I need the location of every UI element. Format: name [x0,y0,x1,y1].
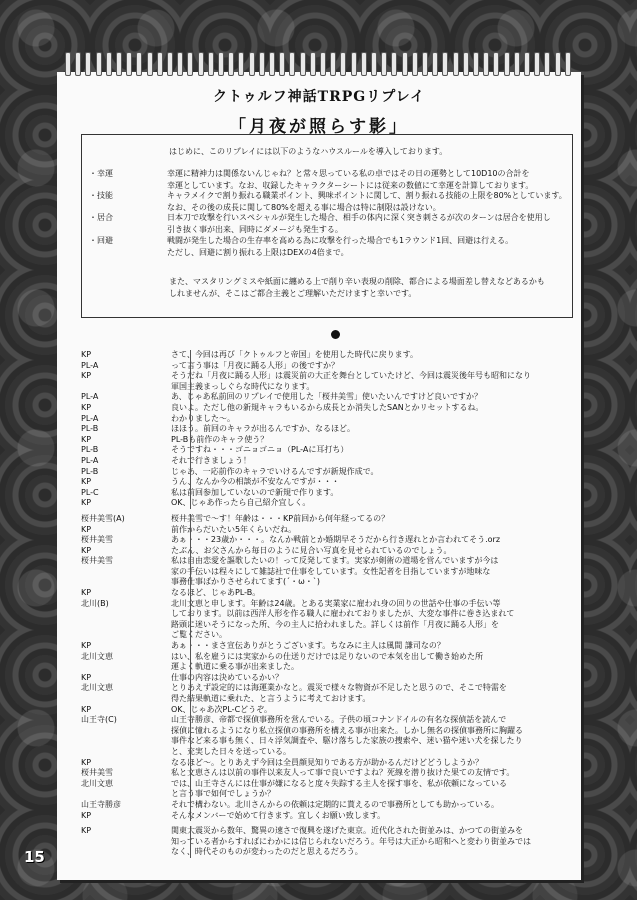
dialogue-text: しております。以前は西洋人形を作る職人に雇われておりましたが、大変な事件に巻き込まれて [171,609,515,619]
spiral-ring [300,52,306,76]
dialogue-text: 運よく軌道に乗る事が出来ました。 [171,662,299,672]
dialogue-text: と言う事で如何でしょうか？ [171,789,275,799]
dialogue-line [81,758,571,769]
section-bullet [331,330,340,339]
dialogue-line [81,826,571,837]
replay-script [81,350,571,863]
dialogue-line [81,736,571,747]
speaker-name [81,620,171,631]
dialogue-line [81,837,571,848]
house-rules-outro [169,276,569,300]
speaker-name [81,736,171,747]
speaker-name: KP [81,545,92,555]
house-rule-key: ・居合 [89,213,113,222]
house-rule-text [167,212,569,235]
speaker-name [81,789,171,800]
spiral-ring [371,52,377,76]
dialogue-text: 良いよ。ただし他の新規キャラもいるから成長とか消失したSANとかリセットするね。 [171,402,484,412]
dialogue-text: 探偵に憧れるようになり私立探偵の事務所を構える事が出来た。しかし無名の探偵事務所に胸躍る [171,725,523,735]
dialogue-text: 知っている者からすればにわかには信じられないだろう。年号は大正から昭和へと変わり街並みでは [171,836,531,846]
spiral-ring [238,52,244,76]
dialogue-text: 私は自由恋愛を謳歌したいの！って反発してます。実家が剣術の道場を営んでいますが今は [171,556,499,566]
spiral-ring [432,52,438,76]
spiral-ring [279,52,285,76]
speaker-name [81,567,171,578]
dialogue-line [81,779,571,790]
dialogue-line [81,556,571,567]
speaker-name: 北川文恵 [81,778,113,788]
dialogue-text: 私と文恵さんは以前の事件以来友人って事で良いですよね？死線を潜り抜けた果ての友情です。 [171,768,515,778]
speaker-name [81,609,171,620]
dialogue-text: あぁ・・・まさ宣伝ありがとうございます。ちなみに主人は風間 謙司なの？ [171,641,445,651]
speaker-name: KP [81,810,92,820]
dialogue-text: わかりました～。 [171,413,235,423]
spiral-ring [289,52,295,76]
dialogue-text: 路頭に迷いそうになった所、今の主人に拾われました。詳しくは前作「月夜に踊る人形」を [171,619,499,629]
dialogue-text: うん、なんか今の相談が不安なんですが・・・ [171,477,340,487]
dialogue-text: 前作からだいたい5年くらいだね。 [171,524,297,534]
dialogue-line [81,847,571,858]
speaker-name: KP [81,477,92,487]
dialogue-text: って言う事は「月夜に踊る人形」の後ですか？ [171,360,339,370]
outro-line: また、マスタリングミスや紙面に纏める上で削り辛い表現の削除、都合による場面差し替えなどあるかも [169,277,545,286]
spiral-binding [57,52,581,74]
spiral-ring [463,52,469,76]
dialogue-line [81,498,571,509]
dialogue-line [81,514,571,525]
dialogue-line [81,371,571,382]
dialogue-line [81,361,571,372]
spiral-ring [228,52,234,76]
speaker-divider [190,514,191,821]
speaker-name: 山王寺(C) [81,715,117,725]
speaker-name: 北川文恵 [81,651,113,661]
speaker-name: KP [81,524,92,534]
spiral-ring [116,52,122,76]
spiral-ring [514,52,520,76]
spiral-ring [126,52,132,76]
dialogue-text: そうだね「月夜に踊る人形」は震災前の大正を舞台としていたけど、今回は震災後年号も昭和になり [171,371,531,381]
house-rule-key: ・幸運 [89,169,113,178]
house-rule-key: ・技能 [89,191,113,200]
dialogue-text: 山王寺勝彦、帝都で探偵事務所を営んでいる。子供の頃コナンドイルの有名な探偵話を読んで [171,715,507,725]
dialogue-line [81,382,571,393]
dialogue-text: 私は前回参加していないので新規で作ります。 [171,487,339,497]
speaker-name: PL-A [81,392,99,402]
dialogue-line [81,705,571,716]
spiral-ring [330,52,336,76]
page-subtitle: 「月夜が照らす影」 [229,117,409,137]
dialogue-line [81,403,571,414]
spiral-ring [412,52,418,76]
speaker-name [81,662,171,673]
spiral-ring [208,52,214,76]
dialogue-text: あ、じゃあ私前回のリプレイで使用した「桜井美雪」使いたいんですけど良いですか？ [171,392,482,402]
spiral-ring [340,52,346,76]
house-rule-line: 幸運に精神力は関係ないんじゃね？と常々思っている私の卓ではその日の運勢として10D10の合計を [167,169,530,178]
house-rules-intro: はじめに、このリプレイには以下のようなハウスルールを導入しております。 [169,147,448,156]
speaker-name [81,382,171,393]
speaker-name: 桜井美雪 [81,535,113,545]
dialogue-text: それで行きましょう！ [171,455,251,465]
dialogue-line [81,673,571,684]
dialogue-line [81,662,571,673]
dialogue-text: ご覧ください。 [171,630,227,640]
dialogue-line [81,694,571,705]
spiral-ring [483,52,489,76]
speaker-name [81,837,171,848]
dialogue-text: ほほう。前回のキャラが出るんですか、なるほど。 [171,424,355,434]
dialogue-line [81,488,571,499]
script-block [81,514,571,821]
spiral-ring [269,52,275,76]
dialogue-line [81,424,571,435]
speaker-name: KP [81,371,92,381]
dialogue-text: 事務仕事ばかりさせられてます(´・ω・`) [171,577,320,587]
spiral-ring [524,52,530,76]
spiral-ring [198,52,204,76]
spiral-ring [422,52,428,76]
house-rule-text [167,168,569,191]
dialogue-line [81,546,571,557]
spiral-ring [402,52,408,76]
speaker-name [81,747,171,758]
dialogue-line [81,630,571,641]
dialogue-line [81,535,571,546]
dialogue-text: あぁ・・・23歳か・・・。なんか戦前とか婚期早そうだから行き遅れとか言われてそう.orz [171,535,501,545]
dialogue-line [81,620,571,631]
house-rule-line: ただし、回避に割り振れる上限はDEXの4倍まで。 [167,247,349,257]
spiral-ring [259,52,265,76]
dialogue-text: そうですね・・・ゴニョゴニョ（PL-Aに耳打ち） [171,445,349,455]
spiral-ring [136,52,142,76]
dialogue-text: 関東大震災から数年、驚異の速さで復興を遂げた東京。近代化された街並みは、かつての街並みを [171,826,523,836]
script-block [81,350,571,509]
dialogue-text: はい、私を雇うには実家からの仕送りだけでは足りないので本気を出して働き始めた所 [171,651,483,661]
spiral-ring [218,52,224,76]
dialogue-text: では、山王寺さんには仕事が嫌になると度々失踪する主人を探す事を、私が依頼になっている [171,778,507,788]
speaker-name: PL-B [81,424,99,434]
dialogue-line [81,609,571,620]
speaker-name: KP [81,704,92,714]
spiral-ring [473,52,479,76]
dialogue-text: と、充実した日々を送っている。 [171,746,291,756]
speaker-name: KP [81,641,92,651]
dialogue-line [81,445,571,456]
dialogue-text: 軍国主義まっしぐらな時代になります。 [171,381,315,391]
speaker-name [81,630,171,641]
house-rule-line: 幸運としています。なお、収録したキャラクターシートには従来の数値にて幸運を計算しております。 [167,180,534,190]
dialogue-text: なく、時代そのものが変わったのだと思えるだろう。 [171,847,363,857]
dialogue-text: そんなメンバーで始めて行きます。宜しくお願い致します。 [171,810,386,820]
speaker-name: KP [81,588,92,598]
speaker-name: KP [81,350,92,359]
script-block [81,826,571,858]
dialogue-line [81,768,571,779]
dialogue-line [81,715,571,726]
dialogue-line [81,588,571,599]
dialogue-text: たぶん、お父さんから毎日のように見合い写真を見せられているのでしょう。 [171,545,452,555]
dialogue-text: 仕事の内容は決めているかい？ [171,672,283,682]
dialogue-line [81,477,571,488]
dialogue-line [81,577,571,588]
spiral-ring [310,52,316,76]
house-rule-line: キャラメイクで割り振れる職業ポイント、興味ポイントに関して、割り振れる技能の上限を80%としています。 [167,191,567,200]
outro-line: しれませんが、そこはご都合主義とご理解いただけますと幸いです。 [169,289,417,298]
dialogue-text: じゃあ、一応前作のキャラでいけるんですが新規作成で。 [171,466,379,476]
spiral-ring [493,52,499,76]
dialogue-line [81,800,571,811]
speaker-name: KP [81,434,92,444]
notebook-page [57,72,581,880]
page-number: 15 [24,848,45,866]
spiral-ring [167,52,173,76]
spiral-ring [504,52,510,76]
dialogue-text: OK、じゃあ作ったら自己紹介宜しく。 [171,498,311,508]
house-rule-text [167,235,569,258]
speaker-name: 山王寺勝彦 [81,799,121,809]
spiral-ring [534,52,540,76]
speaker-name: 北川(B) [81,598,109,608]
spiral-ring [565,52,571,76]
dialogue-text: 北川文恵と申します。年齢は24歳。とある実業家に雇われ身の回りの世話や仕事の手伝い等 [171,598,501,608]
spiral-ring [106,52,112,76]
dialogue-line [81,350,571,361]
spiral-ring [85,52,91,76]
spiral-ring [65,52,71,76]
dialogue-line [81,641,571,652]
speaker-name: PL-C [81,487,99,497]
spiral-ring [187,52,193,76]
dialogue-line [81,414,571,425]
speaker-name: PL-B [81,466,99,476]
speaker-name: 桜井美雪 [81,556,113,566]
dialogue-text: とりあえず設定的には海運業かなと。震災で様々な物資が不足したと思うので、そこで特需を [171,683,507,693]
house-rule-line: 日本刀で攻撃を行いスペシャルが発生した場合、相手の体内に深く突き刺さるが次のターンは居合を使用し [167,213,551,222]
dialogue-line [81,652,571,663]
spiral-ring [249,52,255,76]
speaker-name: PL-A [81,455,99,465]
speaker-name [81,577,171,588]
dialogue-text: OK、じゃあ次PL-Cどうぞ。 [171,704,272,714]
spiral-ring [157,52,163,76]
dialogue-line [81,811,571,822]
speaker-name [81,847,171,858]
dialogue-line [81,456,571,467]
spiral-ring [75,52,81,76]
dialogue-line [81,789,571,800]
speaker-name [81,726,171,737]
speaker-name: 桜井美雪(A) [81,513,125,523]
spiral-ring [381,52,387,76]
spiral-ring [391,52,397,76]
house-rule-line: なお、その後の成長に関して80%を超える事に場合は特に制限は設けない。 [167,202,441,212]
dialogue-text: 得た結果軌道に乗れた、と言うように考えておけます。 [171,694,371,703]
speaker-divider [190,826,191,858]
house-rule-key: ・回避 [89,236,113,245]
spiral-ring [177,52,183,76]
spiral-ring [351,52,357,76]
dialogue-line [81,525,571,536]
dialogue-line [81,435,571,446]
speaker-name: 桜井美雪 [81,768,113,778]
house-rule-line: 戦闘が発生した場合の生存率を高める為に攻撃を行った場合でも1ラウンド1回、回避は行える。 [167,236,514,245]
speaker-name: PL-A [81,360,99,370]
spiral-ring [147,52,153,76]
speaker-name: PL-B [81,445,99,455]
speaker-name: KP [81,402,92,412]
dialogue-line [81,467,571,478]
dialogue-line [81,683,571,694]
dialogue-line [81,567,571,578]
spiral-ring [361,52,367,76]
speaker-name: PL-A [81,413,99,423]
dialogue-line [81,599,571,610]
speaker-name: KP [81,826,92,836]
speaker-name: KP [81,672,92,682]
dialogue-line [81,392,571,403]
dialogue-text: さて、今回は再び「クトゥルフと帝国」を使用した時代に戻ります。 [171,350,418,359]
speaker-name: 北川文恵 [81,683,113,693]
dialogue-line [81,726,571,737]
dialogue-text: なるほど、じゃあPL-B。 [171,588,261,598]
dialogue-text: なるほど～。とりあえず今回は全員顔見知りである方が助かるんだけどどうしようか？ [171,757,483,767]
dialogue-text: 桜井美雪で～す！年齢は・・・KP前回から何年経ってるの？ [171,513,390,523]
spiral-ring [442,52,448,76]
spiral-ring [453,52,459,76]
dialogue-text: PL-Bも前作のキャラ使う？ [171,434,269,444]
page-title: クトゥルフ神話TRPGリプレイ [213,89,425,105]
dialogue-text: 事件など来る事も無く、日々浮気調査や、駆け落ちした家族の捜索や、迷い猫や迷い犬を探したり [171,736,523,746]
speaker-divider [190,350,191,509]
dialogue-text: 家の手伝いは程々にして雑誌社で仕事をしています。女性記者を目指していますが地味な [171,566,491,576]
speaker-name: KP [81,498,92,508]
spiral-ring [544,52,550,76]
dialogue-line [81,747,571,758]
house-rule-text [167,190,569,213]
speaker-name [81,694,171,705]
house-rule-line: 引き抜く事が出来、同時にダメージも発生する。 [167,224,343,234]
dialogue-text: それで構わない。北川さんからの依頼は定期的に貰えるので事務所としても助かっている。 [171,799,499,809]
spiral-ring [96,52,102,76]
spiral-ring [320,52,326,76]
spiral-ring [555,52,561,76]
speaker-name: KP [81,757,92,767]
